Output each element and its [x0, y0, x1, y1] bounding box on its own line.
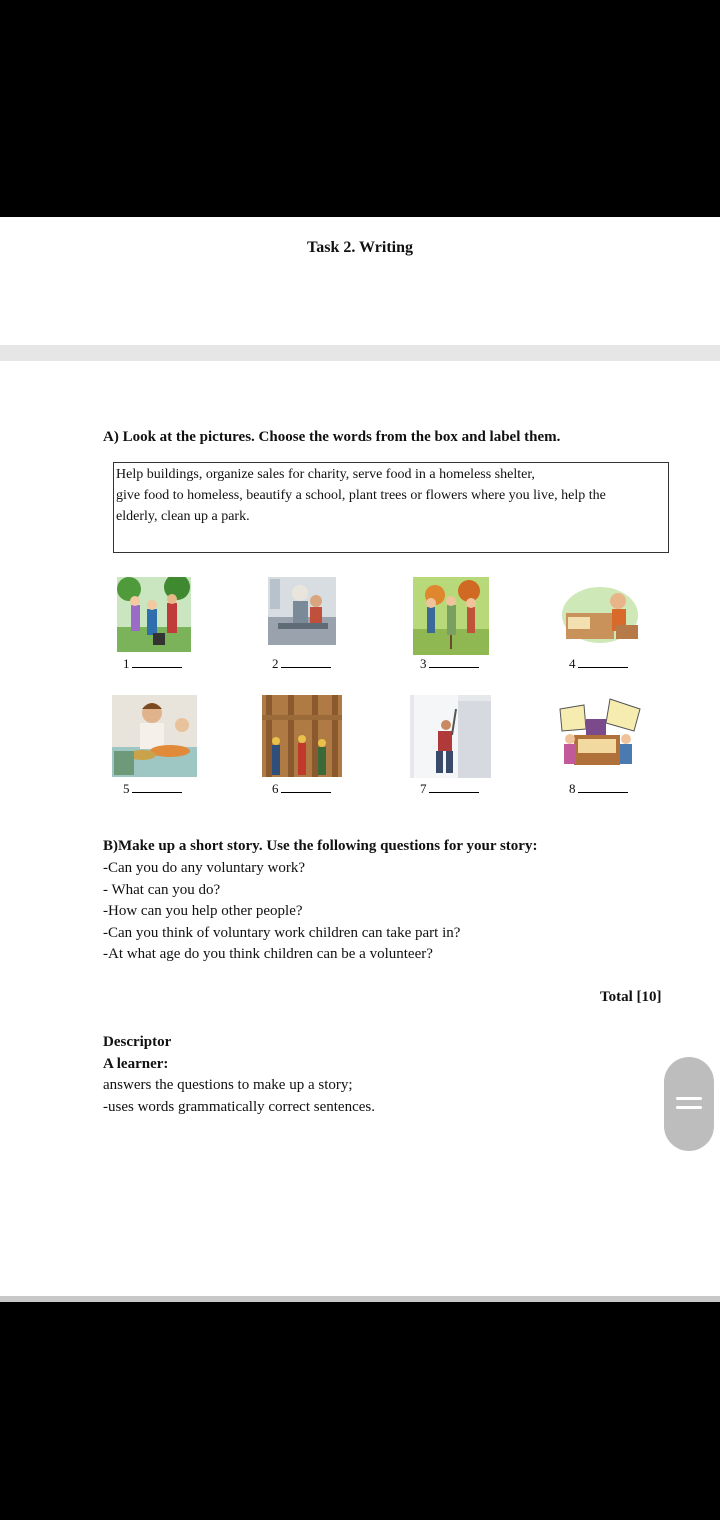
page-bottom-edge	[0, 1296, 720, 1302]
question-item: - What can you do?	[103, 881, 221, 898]
question-item: -How can you help other people?	[103, 903, 303, 920]
picture-number: 3	[420, 656, 427, 671]
total-score: Total [10]	[600, 989, 662, 1005]
section-a-instruction: A) Look at the pictures. Choose the words from the box and label them.	[103, 429, 561, 445]
picture-number: 7	[420, 781, 427, 796]
picture-label-5	[123, 781, 182, 797]
picture-label-1	[123, 656, 182, 672]
answer-blank[interactable]	[132, 782, 182, 793]
give-food-box-picture	[560, 585, 640, 645]
answer-blank[interactable]	[578, 782, 628, 793]
question-list	[103, 858, 460, 966]
page-one	[0, 217, 720, 345]
word-box	[113, 462, 669, 553]
serve-food-picture	[112, 695, 197, 777]
picture-label-3	[420, 656, 479, 672]
answer-blank[interactable]	[578, 657, 628, 668]
question-item: -Can you do any voluntary work?	[103, 860, 306, 876]
picture-label-8	[569, 781, 628, 797]
descriptor-title: Descriptor	[103, 1034, 172, 1050]
picture-number: 6	[272, 781, 279, 796]
descriptor-line: -uses words grammatically correct sentences.	[103, 1098, 375, 1115]
answer-blank[interactable]	[281, 782, 331, 793]
word-box-line: Help buildings, organize sales for charity, serve food in a homeless shelter,	[116, 467, 535, 482]
picture-number: 2	[272, 656, 279, 671]
picture-label-4	[569, 656, 628, 672]
descriptor-block	[103, 1032, 375, 1118]
page-gap	[0, 345, 720, 361]
picture-number: 1	[123, 656, 130, 671]
descriptor-subtitle: A learner:	[103, 1055, 169, 1072]
beautify-school-picture	[410, 695, 491, 778]
picture-label-2	[272, 656, 331, 672]
answer-blank[interactable]	[132, 657, 182, 668]
answer-blank[interactable]	[429, 657, 479, 668]
picture-label-6	[272, 781, 331, 797]
answer-blank[interactable]	[429, 782, 479, 793]
descriptor-line: answers the questions to make up a story;	[103, 1077, 353, 1093]
picture-number: 5	[123, 781, 130, 796]
page-two	[0, 361, 720, 1296]
question-item: -At what age do you think children can be a volunteer?	[103, 946, 433, 963]
answer-blank[interactable]	[281, 657, 331, 668]
word-box-line: give food to homeless, beautify a school, plant trees or flowers where you live, help the	[116, 488, 606, 503]
word-box-line: elderly, clean up a park.	[116, 509, 250, 524]
scroll-handle[interactable]	[664, 1057, 714, 1151]
scroll-grip-line	[676, 1106, 702, 1109]
picture-label-7	[420, 781, 479, 797]
organize-sales-picture	[556, 695, 642, 779]
scroll-grip-line	[676, 1097, 702, 1100]
task-title: Task 2. Writing	[307, 239, 413, 256]
question-item: -Can you think of voluntary work children can take part in?	[103, 924, 461, 941]
picture-number: 4	[569, 656, 576, 671]
help-elderly-picture	[268, 577, 336, 645]
picture-number: 8	[569, 781, 576, 796]
plant-trees-picture	[413, 577, 489, 655]
section-b-instruction: B)Make up a short story. Use the following questions for your story:	[103, 838, 538, 854]
clean-up-park-picture	[117, 577, 191, 652]
help-buildings-picture	[262, 695, 342, 777]
